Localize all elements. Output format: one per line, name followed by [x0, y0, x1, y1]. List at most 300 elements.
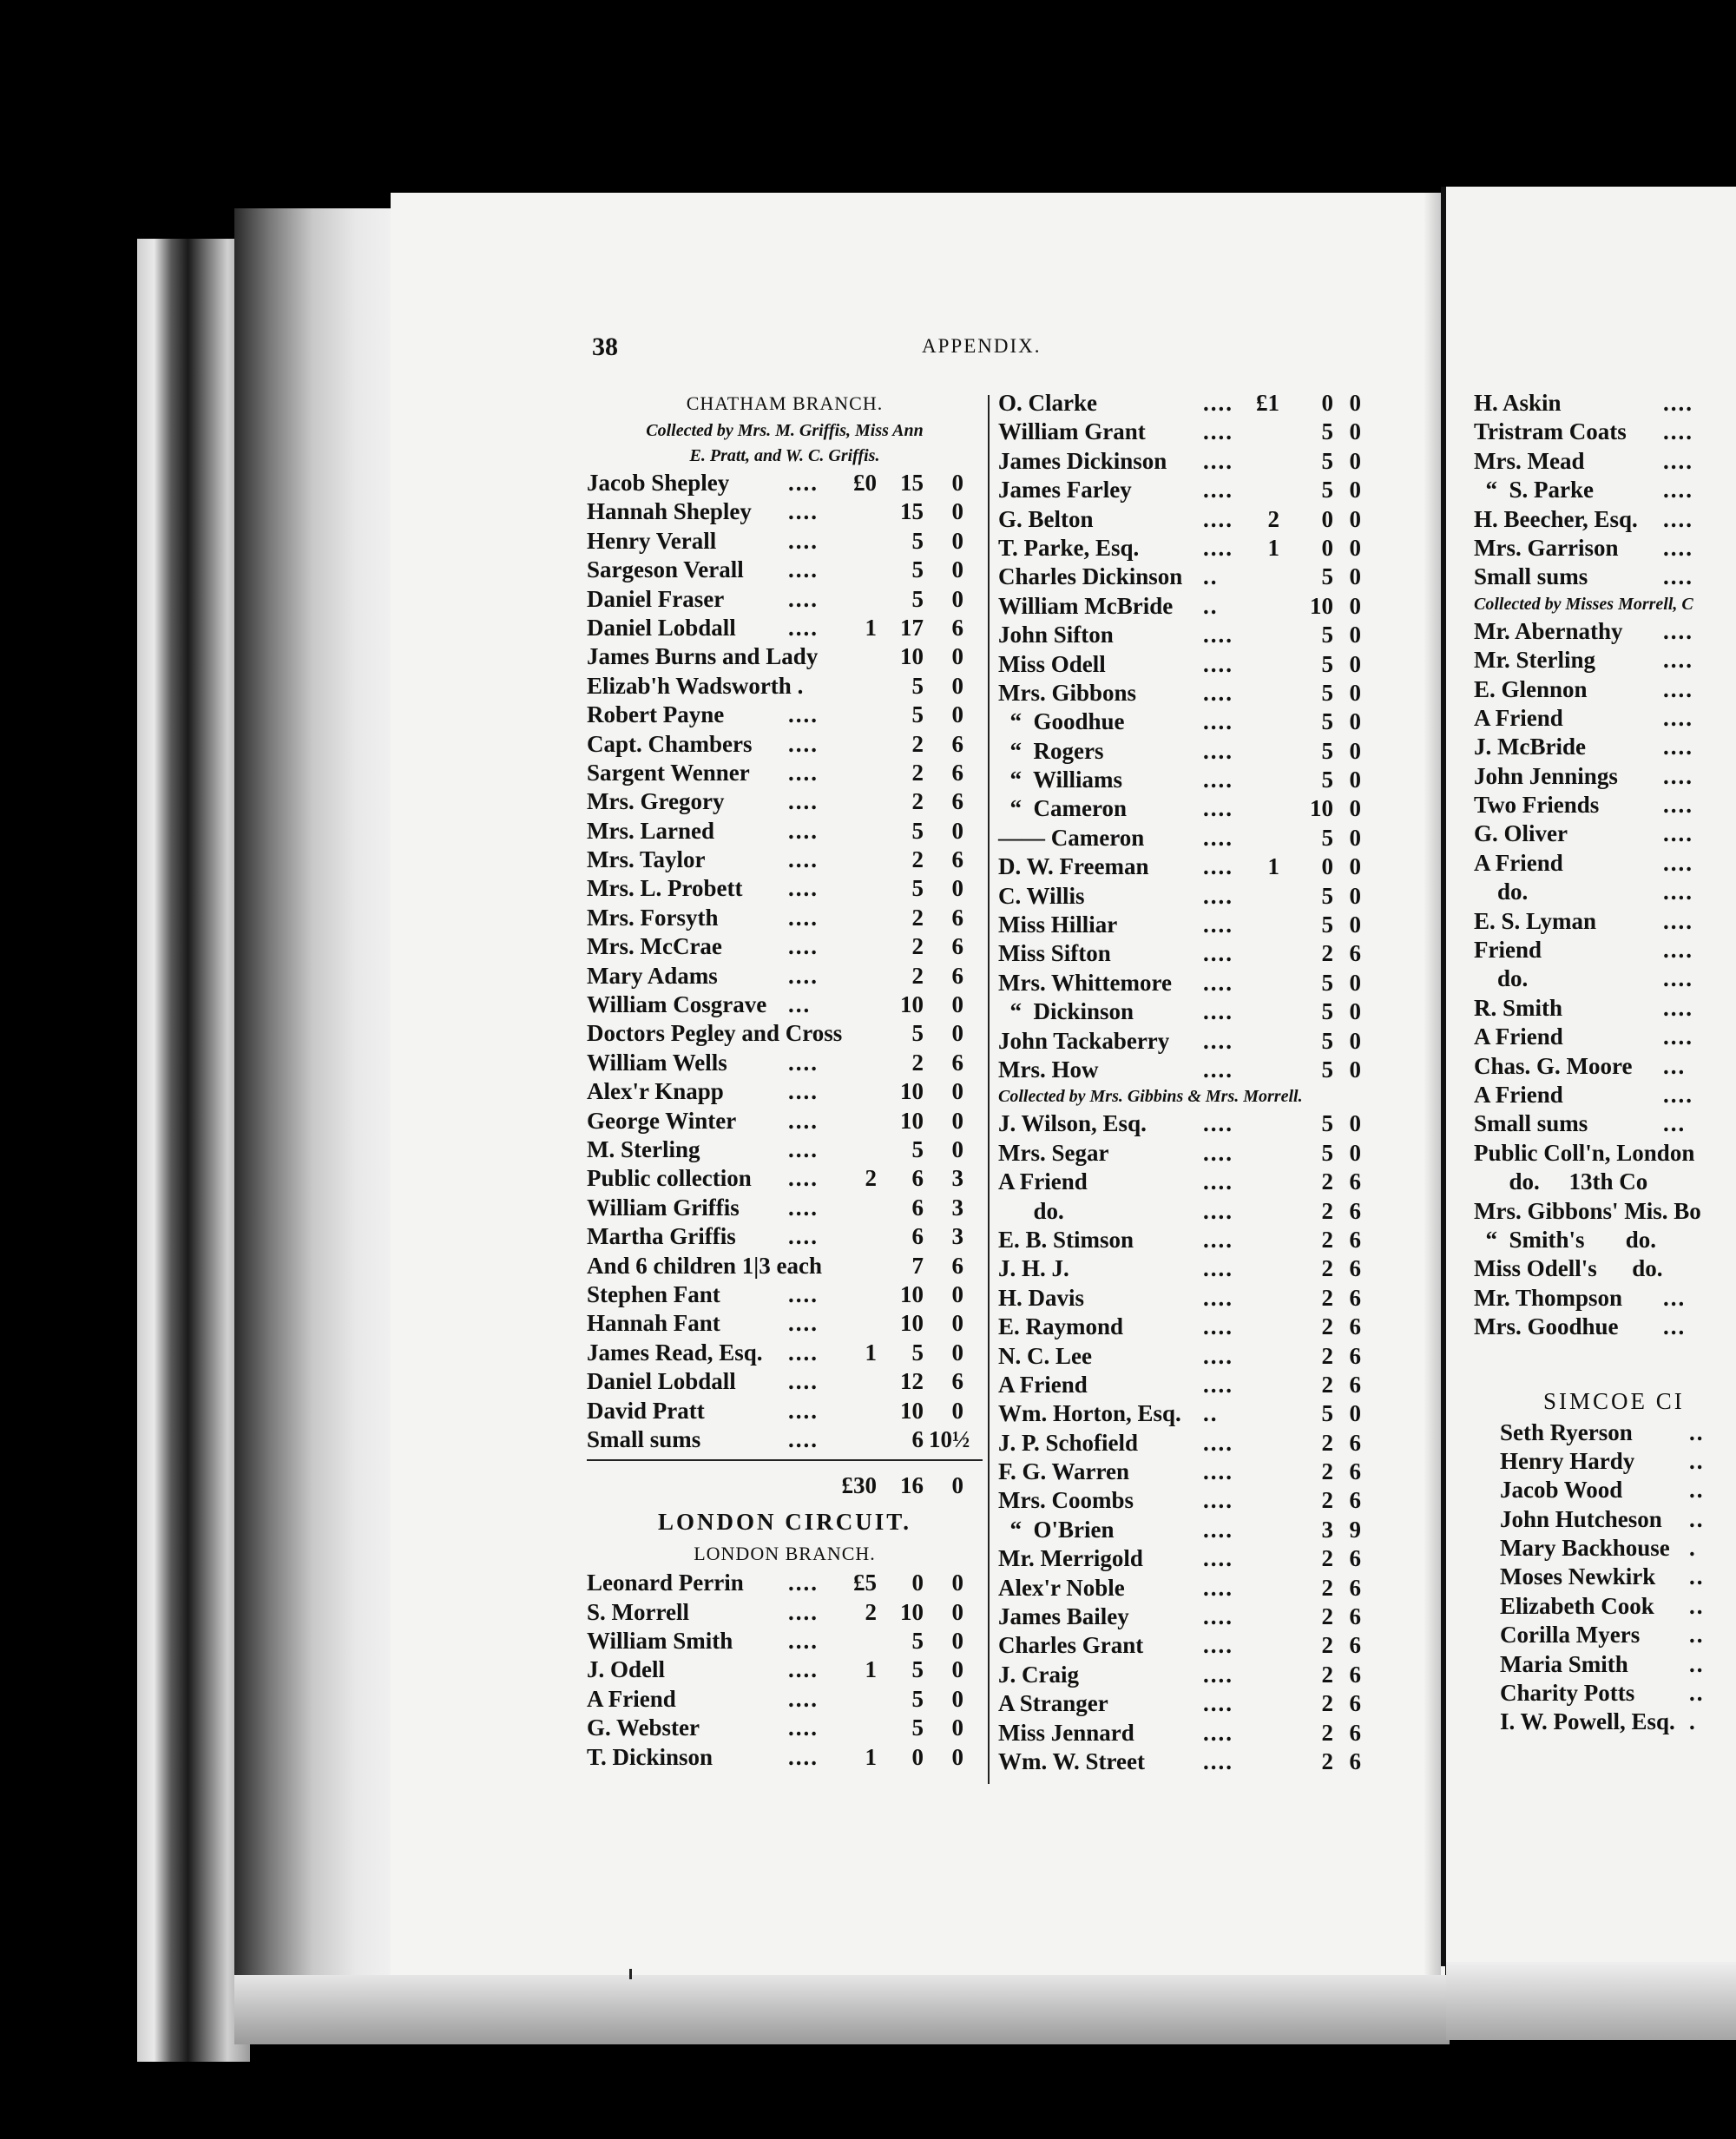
amount-pence: 6 — [1349, 1458, 1361, 1485]
section-heading-simcoe: SIMCOE CI — [1543, 1387, 1685, 1414]
amount-pence: 0 — [951, 585, 963, 612]
donor-name: A Friend — [998, 1168, 1088, 1195]
list-item — [998, 1603, 1382, 1631]
leader-dots: .... — [1203, 1255, 1233, 1282]
total-pounds: £30 — [841, 1472, 877, 1499]
amount-shillings: 0 — [911, 1743, 924, 1770]
amount-pence: 0 — [951, 672, 963, 699]
leader-dots: .... — [1203, 1719, 1233, 1746]
list-item — [1474, 1109, 1736, 1138]
leader-dots: .... — [1203, 477, 1233, 503]
amount-shillings: 5 — [1321, 1110, 1333, 1137]
chatham-total-row — [587, 1459, 983, 1504]
list-item — [1474, 1313, 1736, 1341]
list-item — [587, 1164, 983, 1193]
leader-dots: .... — [1203, 1545, 1233, 1572]
leader-dots: .... — [1663, 447, 1693, 474]
column-b-entries-2 — [998, 1109, 1382, 1776]
collected-note: E. Pratt, and W. C. Griffis. — [689, 446, 880, 465]
amount-pence: 0 — [1349, 708, 1361, 735]
column-c-entries — [1474, 389, 1736, 592]
amount-shillings: 2 — [911, 759, 924, 786]
list-item — [998, 794, 1382, 823]
list-item — [998, 1254, 1382, 1283]
list-item — [998, 389, 1382, 418]
list-item — [1474, 447, 1736, 476]
leader-dots: .... — [788, 730, 819, 757]
donor-name: Small sums — [587, 1425, 701, 1452]
donor-name: Seth Ryerson — [1500, 1418, 1633, 1445]
donor-name: J. H. J. — [998, 1255, 1069, 1282]
donor-name: Leonard Perrin — [587, 1570, 744, 1596]
donor-name: John Sifton — [998, 622, 1114, 648]
donor-name: G. Webster — [587, 1714, 700, 1741]
amount-shillings: 10 — [900, 1397, 924, 1424]
list-item — [1500, 1592, 1736, 1621]
amount-shillings: 5 — [1321, 679, 1333, 706]
leader-dots: .... — [788, 1280, 819, 1307]
list-item — [998, 1661, 1382, 1689]
donor-name: Hannah Fant — [587, 1310, 720, 1337]
list-item — [587, 1135, 983, 1164]
list-item — [587, 817, 983, 846]
donor-name: “ Smith's do. — [1474, 1226, 1657, 1253]
donor-name: Miss Hilliar — [998, 912, 1118, 938]
list-item — [587, 932, 983, 961]
donor-name: G. Belton — [998, 505, 1094, 532]
amount-pence: 6 — [951, 759, 963, 786]
amount-pence: 0 — [1349, 767, 1361, 793]
list-item — [1500, 1563, 1736, 1591]
amount-pence: 6 — [1349, 1661, 1361, 1688]
list-item — [1474, 907, 1736, 936]
list-item — [998, 1056, 1382, 1084]
leader-dots: ... — [1663, 1052, 1687, 1079]
amount-shillings: 5 — [1321, 767, 1333, 793]
list-item — [998, 708, 1382, 736]
leader-dots: .. — [1689, 1418, 1705, 1445]
leader-dots: .... — [1203, 1632, 1233, 1659]
amount-shillings: 2 — [1321, 1371, 1333, 1398]
leader-dots: .... — [1663, 477, 1693, 503]
donor-name: Daniel Lobdall — [587, 1368, 736, 1395]
donor-name: Miss Jennard — [998, 1719, 1134, 1746]
leader-dots: .... — [1663, 849, 1693, 876]
amount-shillings: 5 — [911, 527, 924, 554]
amount-pounds: £1 — [1256, 390, 1279, 416]
leader-dots: .... — [1203, 969, 1233, 996]
leader-dots: .... — [788, 1685, 819, 1712]
list-item — [1474, 762, 1736, 791]
donor-name: A Friend — [1474, 704, 1563, 731]
donor-name: “ Williams — [998, 767, 1123, 793]
leader-dots: .... — [788, 470, 819, 496]
amount-shillings: 2 — [1321, 1661, 1333, 1688]
donor-name: G. Oliver — [1474, 820, 1568, 847]
leader-dots: .... — [1203, 737, 1233, 764]
donor-name: J. P. Schofield — [998, 1429, 1139, 1456]
book-binding-shadow — [234, 208, 408, 1988]
donor-name: D. W. Freeman — [998, 853, 1149, 880]
list-item — [1474, 878, 1736, 906]
amount-pence: 0 — [951, 1310, 963, 1337]
amount-pounds: £0 — [853, 470, 877, 496]
list-item — [587, 1280, 983, 1309]
leader-dots: .... — [1663, 1023, 1693, 1050]
list-item — [998, 1747, 1382, 1776]
leader-dots: .... — [1203, 650, 1233, 677]
donor-name: J. McBride — [1474, 734, 1586, 760]
amount-shillings: 2 — [1321, 1313, 1333, 1340]
donor-name: H. Askin — [1474, 390, 1562, 416]
amount-pence: 0 — [1349, 824, 1361, 851]
donor-name: Alex'r Noble — [998, 1574, 1125, 1601]
donor-name: Hannah Shepley — [587, 498, 752, 525]
leader-dots: .... — [1663, 675, 1693, 702]
donor-name: I. W. Powell, Esq. — [1500, 1708, 1675, 1735]
amount-shillings: 2 — [1321, 1458, 1333, 1485]
list-item — [1474, 563, 1736, 591]
leader-dots: .... — [788, 585, 819, 612]
amount-shillings: 5 — [911, 672, 924, 699]
amount-shillings: 2 — [911, 904, 924, 931]
list-item — [998, 1342, 1382, 1371]
donor-name: William Cosgrave — [587, 991, 767, 1018]
list-item — [587, 730, 983, 759]
donor-name: Doctors Pegley and Cross — [587, 1020, 843, 1047]
amount-pence: 0 — [1349, 912, 1361, 938]
collected-note: Collected by Mrs. Gibbins & Mrs. Morrell. — [998, 1087, 1303, 1107]
amount-shillings: 10 — [900, 643, 924, 670]
amount-pence: 0 — [951, 1135, 963, 1162]
donor-name: do. — [1474, 965, 1529, 992]
list-item — [998, 1574, 1382, 1603]
amount-pence: 0 — [951, 527, 963, 554]
donor-name: Mr. Merrigold — [998, 1545, 1143, 1572]
leader-dots: .. — [1689, 1592, 1705, 1619]
amount-pence: 6 — [951, 962, 963, 989]
amount-shillings: 0 — [911, 1570, 924, 1596]
list-item — [1474, 534, 1736, 563]
leader-dots: .... — [1203, 1313, 1233, 1340]
donor-name: A Friend — [1474, 1081, 1563, 1108]
leader-dots: .. — [1689, 1477, 1705, 1504]
amount-shillings: 2 — [1321, 1168, 1333, 1195]
amount-shillings: 10 — [900, 1310, 924, 1337]
leader-dots: .... — [788, 1425, 819, 1452]
leader-dots: .... — [788, 1339, 819, 1366]
amount-shillings: 5 — [1321, 447, 1333, 474]
list-item — [587, 991, 983, 1019]
amount-pence: 6 — [951, 730, 963, 757]
amount-pence: 6 — [1349, 1255, 1361, 1282]
leader-dots: .... — [1663, 505, 1693, 532]
donor-name: Jacob Shepley — [587, 470, 730, 496]
amount-pence: 0 — [1349, 795, 1361, 822]
donor-name: J. Odell — [587, 1656, 666, 1683]
donor-name: S. Morrell — [587, 1598, 689, 1625]
leader-dots: .... — [1203, 1027, 1233, 1054]
leader-dots: .... — [1203, 1139, 1233, 1166]
leader-dots: .... — [1203, 679, 1233, 706]
amount-shillings: 5 — [1321, 824, 1333, 851]
amount-shillings: 0 — [1321, 505, 1333, 532]
donor-name: E. B. Stimson — [998, 1226, 1134, 1253]
list-item — [998, 1689, 1382, 1718]
leader-dots: .... — [1203, 418, 1233, 445]
leader-dots: .... — [788, 1628, 819, 1655]
leader-dots: .... — [788, 1194, 819, 1221]
amount-pence: 6 — [1349, 1487, 1361, 1514]
amount-pence: 6 — [951, 933, 963, 960]
leader-dots: .... — [1663, 965, 1693, 992]
column-c-entries-2 — [1474, 617, 1736, 1342]
list-item — [1474, 733, 1736, 761]
donor-name: Mr. Sterling — [1474, 647, 1595, 674]
amount-shillings: 5 — [1321, 1139, 1333, 1166]
amount-pence: 6 — [951, 788, 963, 815]
list-item — [998, 447, 1382, 476]
donor-name: A Friend — [998, 1371, 1088, 1398]
donor-name: James Burns and Lady — [587, 643, 819, 670]
list-item — [587, 962, 983, 991]
leader-dots: .... — [1203, 390, 1233, 416]
donor-name: Mrs. Garrison — [1474, 534, 1619, 561]
total-pence: 0 — [951, 1472, 963, 1499]
page-header: APPENDIX. — [922, 335, 1042, 357]
leader-dots: .. — [1689, 1505, 1705, 1532]
leader-dots: .... — [1203, 998, 1233, 1025]
amount-shillings: 5 — [911, 875, 924, 902]
leader-dots: .... — [788, 1049, 819, 1076]
leader-dots: .... — [1203, 912, 1233, 938]
collected-note: Collected by Mrs. M. Griffis, Miss Ann — [646, 421, 924, 440]
leader-dots: .... — [788, 1397, 819, 1424]
list-item — [587, 1655, 983, 1684]
list-item — [1474, 964, 1736, 993]
list-item — [998, 1168, 1382, 1196]
list-item — [998, 621, 1382, 649]
list-item — [1474, 1023, 1736, 1051]
leader-dots: .... — [1203, 1284, 1233, 1311]
amount-pence: 6 — [951, 846, 963, 873]
donor-name: Mrs. Taylor — [587, 846, 706, 873]
leader-dots: .... — [1203, 1226, 1233, 1253]
list-item — [587, 1598, 983, 1627]
amount-pence: 0 — [1349, 534, 1361, 561]
amount-pence: 0 — [1349, 622, 1361, 648]
amount-shillings: 2 — [911, 1049, 924, 1076]
amount-pence: 0 — [951, 1743, 963, 1770]
list-item — [998, 650, 1382, 679]
amount-pence: 0 — [951, 556, 963, 583]
list-item — [998, 1486, 1382, 1515]
list-item — [998, 1139, 1382, 1168]
amount-pounds: 1 — [865, 1743, 877, 1770]
leader-dots: . — [1689, 1708, 1697, 1735]
list-item — [998, 418, 1382, 446]
list-item — [587, 585, 983, 614]
leader-dots: .... — [1203, 1690, 1233, 1717]
leader-dots: ... — [1663, 1284, 1687, 1311]
leader-dots: .... — [788, 1310, 819, 1337]
amount-pence: 0 — [1349, 853, 1361, 880]
leader-dots: .... — [1663, 563, 1693, 590]
donor-name: James Bailey — [998, 1603, 1129, 1630]
donor-name: R. Smith — [1474, 994, 1563, 1021]
donor-name: Mrs. Goodhue — [1474, 1313, 1619, 1340]
amount-pence: 9 — [1349, 1516, 1361, 1543]
leader-dots: .. — [1689, 1622, 1705, 1649]
list-item — [998, 997, 1382, 1026]
donor-name: Robert Payne — [587, 701, 725, 728]
donor-name: Elizab'h Wadsworth . — [587, 672, 804, 699]
list-item — [998, 563, 1382, 591]
leader-dots: .... — [1663, 617, 1693, 644]
amount-pounds: 2 — [865, 1598, 877, 1625]
donor-name: And 6 children 1|3 each — [587, 1252, 822, 1279]
donor-name: Corilla Myers — [1500, 1622, 1641, 1649]
leader-dots: .... — [1203, 1371, 1233, 1398]
amount-shillings: 2 — [1321, 1487, 1333, 1514]
list-item — [998, 1544, 1382, 1573]
amount-shillings: 5 — [911, 585, 924, 612]
list-item — [587, 701, 983, 729]
list-item — [1474, 1081, 1736, 1109]
list-item — [1474, 1139, 1736, 1168]
amount-pence: 0 — [951, 701, 963, 728]
amount-shillings: 10 — [900, 1280, 924, 1307]
leader-dots: .... — [788, 1135, 819, 1162]
donor-name: do. — [1474, 879, 1529, 905]
donor-name: C. Willis — [998, 882, 1085, 909]
amount-pence: 0 — [1349, 650, 1361, 677]
amount-shillings: 10 — [900, 1078, 924, 1105]
amount-shillings: 10 — [900, 1107, 924, 1134]
amount-pence: 6 — [1349, 1632, 1361, 1659]
list-item — [587, 1107, 983, 1135]
amount-pence: 10½ — [929, 1425, 970, 1452]
list-item — [587, 469, 983, 497]
donor-name: John Tackaberry — [998, 1027, 1170, 1054]
amount-pence: 0 — [1349, 1139, 1361, 1166]
column-divider — [988, 395, 990, 1784]
list-item — [587, 556, 983, 584]
leader-dots: .... — [788, 846, 819, 873]
donor-name: Mrs. Gibbons — [998, 679, 1137, 706]
amount-pence: 0 — [951, 1107, 963, 1134]
amount-shillings: 2 — [1321, 1284, 1333, 1311]
amount-shillings: 10 — [900, 1598, 924, 1625]
amount-pence: 0 — [1349, 1056, 1361, 1083]
list-item — [1500, 1418, 1736, 1447]
donor-name: H. Davis — [998, 1284, 1085, 1311]
leader-dots: .... — [1203, 708, 1233, 735]
list-item — [1500, 1679, 1736, 1708]
leader-dots: .... — [1203, 505, 1233, 532]
donor-name: James Read, Esq. — [587, 1339, 763, 1366]
amount-shillings: 5 — [1321, 882, 1333, 909]
amount-pence: 6 — [951, 1252, 963, 1279]
amount-shillings: 2 — [1321, 1197, 1333, 1224]
amount-shillings: 6 — [911, 1223, 924, 1250]
donor-name: William Griffis — [587, 1194, 740, 1221]
leader-dots: .... — [1663, 937, 1693, 964]
list-item — [998, 1399, 1382, 1428]
amount-pence: 3 — [951, 1194, 963, 1221]
donor-name: A Friend — [587, 1685, 676, 1712]
list-item — [1474, 994, 1736, 1023]
amount-shillings: 6 — [911, 1425, 924, 1452]
amount-shillings: 5 — [911, 1628, 924, 1655]
list-item — [998, 911, 1382, 939]
donor-name: Mrs. Coombs — [998, 1487, 1134, 1514]
leader-dots: .... — [788, 498, 819, 525]
total-shillings: 16 — [900, 1472, 924, 1499]
donor-name: Wm. W. Street — [998, 1747, 1145, 1774]
column-b — [998, 389, 1382, 1776]
leader-dots: .... — [1663, 1081, 1693, 1108]
list-item — [998, 1371, 1382, 1399]
list-item — [998, 1197, 1382, 1226]
donor-name: “ Rogers — [998, 737, 1104, 764]
amount-pence: 6 — [1349, 940, 1361, 967]
list-item — [1474, 1254, 1736, 1283]
amount-pence: 0 — [951, 643, 963, 670]
leader-dots: .. — [1689, 1680, 1705, 1707]
amount-shillings: 5 — [911, 1714, 924, 1741]
amount-pence: 0 — [951, 1685, 963, 1712]
list-item — [998, 476, 1382, 504]
amount-shillings: 0 — [1321, 534, 1333, 561]
list-item — [587, 1714, 983, 1742]
amount-shillings: 2 — [911, 730, 924, 757]
amount-pounds: 1 — [865, 614, 877, 641]
amount-shillings: 2 — [911, 846, 924, 873]
amount-pence: 0 — [951, 1339, 963, 1366]
donor-name: H. Beecher, Esq. — [1474, 505, 1638, 532]
amount-shillings: 5 — [911, 1685, 924, 1712]
amount-pounds: 1 — [865, 1656, 877, 1683]
donor-name: Jacob Wood — [1500, 1477, 1623, 1504]
leader-dots: .... — [788, 759, 819, 786]
donor-name: Elizabeth Cook — [1500, 1592, 1654, 1619]
amount-shillings: 2 — [1321, 1429, 1333, 1456]
leader-dots: .... — [1203, 622, 1233, 648]
donor-name: Public Coll'n, London — [1474, 1139, 1695, 1166]
donor-name: Miss Sifton — [998, 940, 1111, 967]
page-bottom-edge — [234, 1975, 1450, 2044]
list-item — [998, 1313, 1382, 1341]
donor-name: T. Dickinson — [587, 1743, 713, 1770]
donor-name: do. — [998, 1197, 1064, 1224]
amount-pence: 0 — [951, 875, 963, 902]
donor-name: A Friend — [1474, 849, 1563, 876]
amount-shillings: 5 — [911, 1339, 924, 1366]
column-b-entries — [998, 389, 1382, 1084]
list-item — [998, 679, 1382, 708]
amount-pence: 0 — [951, 1598, 963, 1625]
list-item — [1500, 1534, 1736, 1563]
donor-name: J. Craig — [998, 1661, 1079, 1688]
amount-shillings: 15 — [900, 498, 924, 525]
amount-pence: 0 — [951, 991, 963, 1018]
leader-dots: .... — [1203, 1487, 1233, 1514]
donor-name: Miss Odell — [998, 650, 1106, 677]
leader-dots: .... — [788, 1714, 819, 1741]
list-item — [1474, 675, 1736, 704]
leader-dots: .. — [1689, 1563, 1705, 1590]
